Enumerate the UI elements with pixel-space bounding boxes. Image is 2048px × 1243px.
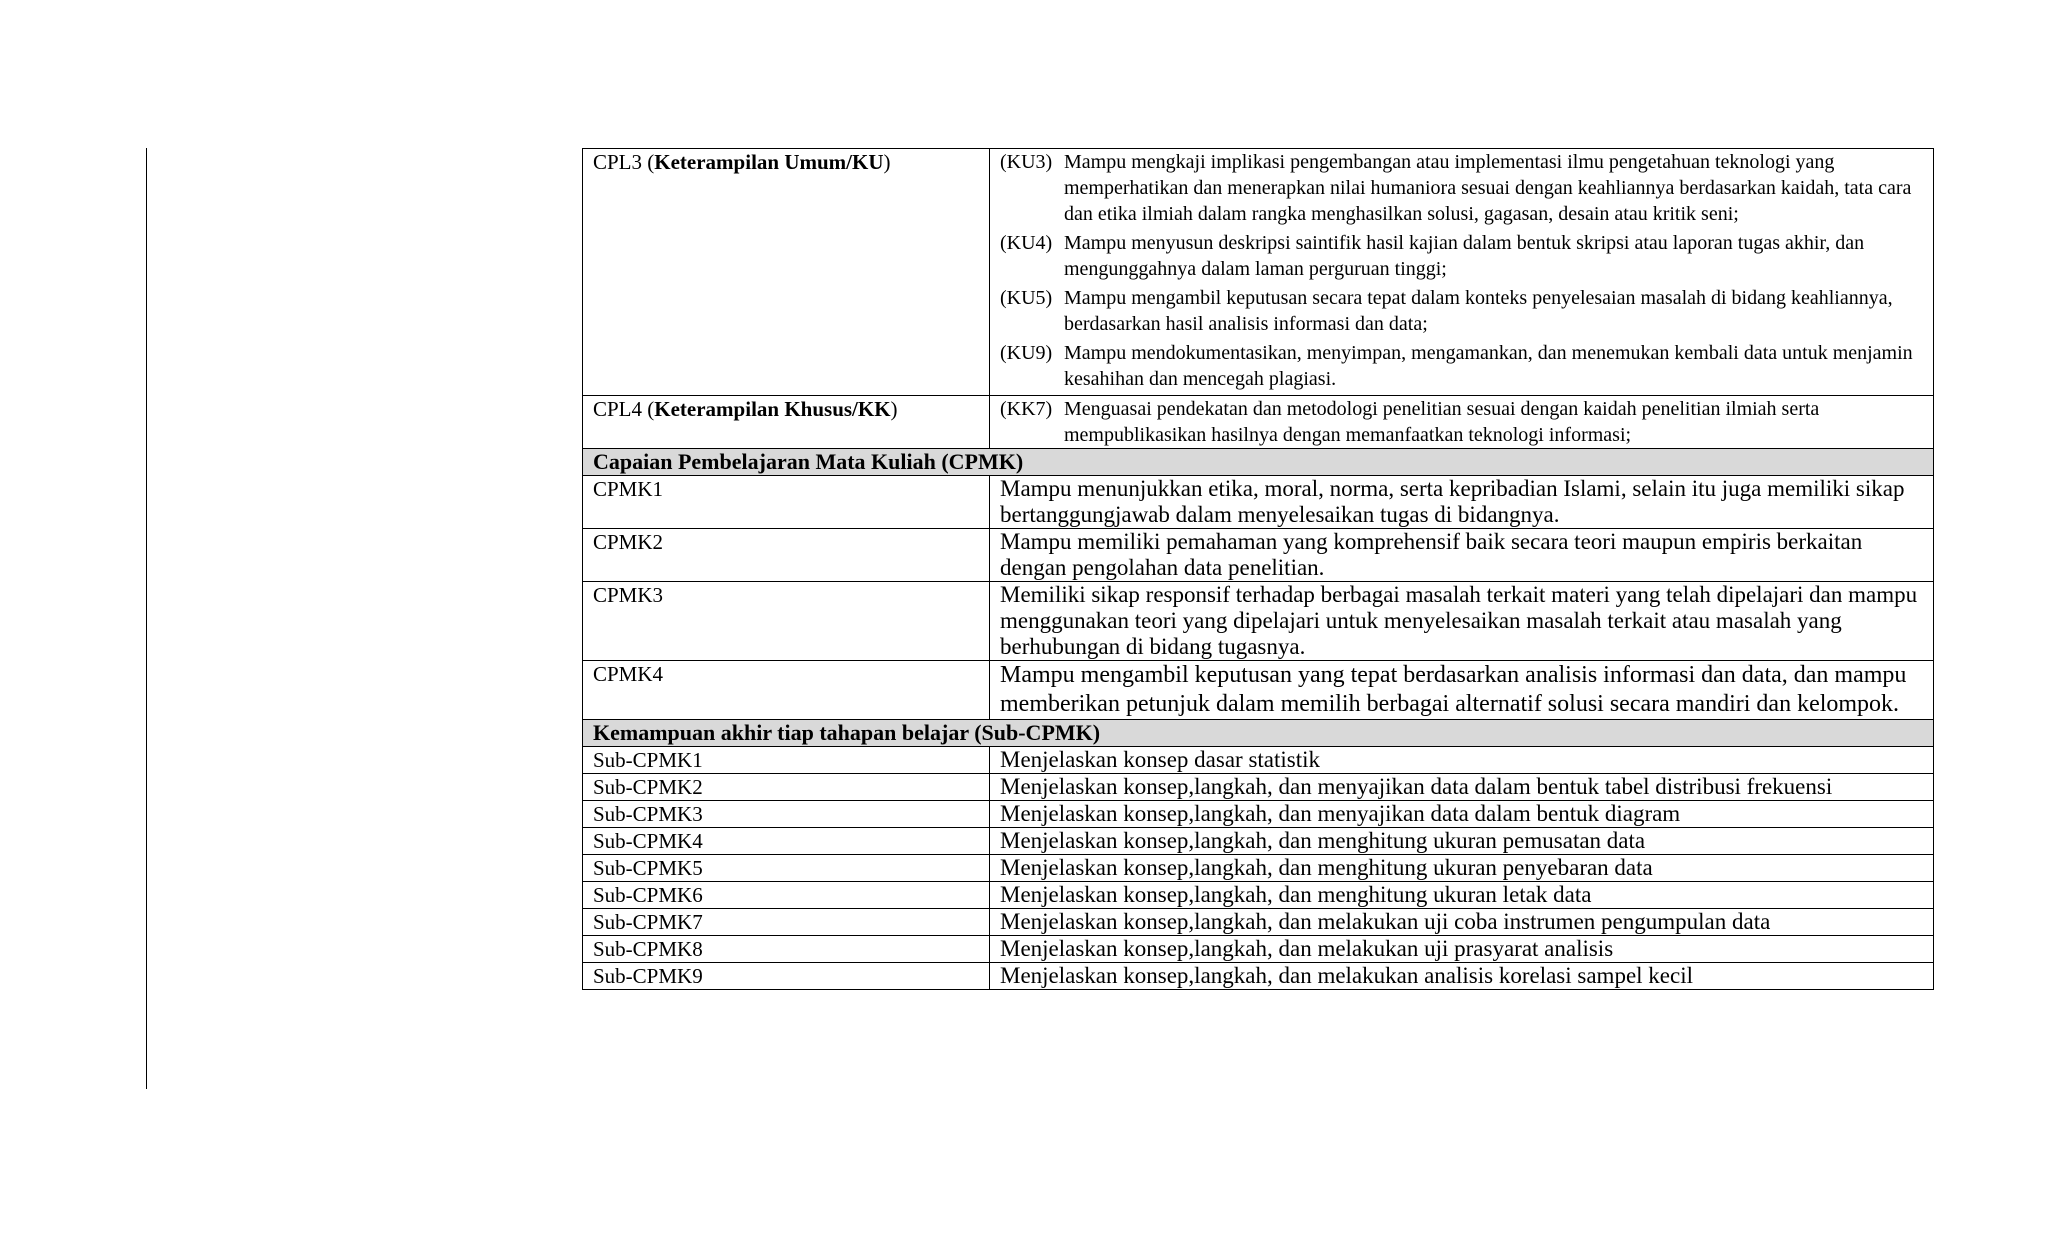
table-row: [583, 529, 1934, 582]
cpmk-code: CPMK2: [583, 529, 990, 582]
sub-cpmk-text: Menjelaskan konsep,langkah, dan menyajikan data dalam bentuk tabel distribusi frekuensi: [990, 774, 1934, 801]
sub-cpmk-code: Sub-CPMK5: [583, 855, 990, 882]
sub-cpmk-text: Menjelaskan konsep,langkah, dan melakukan uji prasyarat analisis: [990, 936, 1934, 963]
table-row: [583, 882, 1934, 909]
table-row: [583, 774, 1934, 801]
list-item: (KU9) Mampu mendokumentasikan, menyimpan, mengamankan, dan menemukan kembali data untuk menjamin kesahihan dan mencegah plagiasi.: [1000, 342, 1913, 390]
cpl4-items: [990, 396, 1934, 449]
cpmk-text: Mampu memiliki pemahaman yang komprehensif baik secara teori maupun empiris berkaitan dengan pengolahan data penelitian.: [990, 529, 1934, 582]
cpmk-code: CPMK1: [583, 476, 990, 529]
sub-cpmk-text: Menjelaskan konsep dasar statistik: [990, 747, 1934, 774]
cpl3-items: [990, 149, 1934, 396]
table-row: [583, 476, 1934, 529]
cpmk-code: CPMK4: [583, 661, 990, 720]
sub-cpmk-code: Sub-CPMK9: [583, 963, 990, 990]
sub-cpmk-text: Menjelaskan konsep,langkah, dan menghitung ukuran letak data: [990, 882, 1934, 909]
table-row-cpl3: [583, 149, 1934, 396]
sub-cpmk-text: Menjelaskan konsep,langkah, dan menghitung ukuran pemusatan data: [990, 828, 1934, 855]
cpmk-text: Mampu mengambil keputusan yang tepat berdasarkan analisis informasi dan data, dan mampu memberikan petunjuk dalam memilih berbagai alternatif solusi secara mandiri dan kelompok.: [990, 661, 1934, 720]
table-row: [583, 582, 1934, 661]
cpl3-label: CPL3 (Keterampilan Umum/KU): [583, 149, 990, 396]
cpmk-text: Mampu menunjukkan etika, moral, norma, serta kepribadian Islami, selain itu juga memiliki sikap bertanggungjawab dalam menyelesaikan tugas di bidangnya.: [990, 476, 1934, 529]
list-item: (KU4) Mampu menyusun deskripsi saintifik hasil kajian dalam bentuk skripsi atau laporan tugas akhir, dan mengunggahnya dalam laman perguruan tinggi;: [1000, 232, 1865, 280]
sub-cpmk-text: Menjelaskan konsep,langkah, dan menghitung ukuran penyebaran data: [990, 855, 1934, 882]
sub-cpmk-code: Sub-CPMK4: [583, 828, 990, 855]
table-row: [583, 747, 1934, 774]
sub-cpmk-code: Sub-CPMK8: [583, 936, 990, 963]
sub-cpmk-code: Sub-CPMK3: [583, 801, 990, 828]
list-item: (KK7) Menguasai pendekatan dan metodologi penelitian sesuai dengan kaidah penelitian ilmiah serta mempublikasikan hasilnya dengan memanfaatkan teknologi informasi;: [1000, 398, 1820, 446]
sub-cpmk-header-text: Kemampuan akhir tiap tahapan belajar (Sub-CPMK): [583, 720, 1934, 747]
table-row: [583, 909, 1934, 936]
cpmk-code: CPMK3: [583, 582, 990, 661]
table-row: [583, 828, 1934, 855]
sub-cpmk-code: Sub-CPMK7: [583, 909, 990, 936]
learning-outcomes-table: [582, 148, 1934, 990]
list-item: (KU5) Mampu mengambil keputusan secara tepat dalam konteks penyelesaian masalah di bidang keahliannya, berdasarkan hasil analisis informasi dan data;: [1000, 287, 1893, 335]
table-row: [583, 936, 1934, 963]
sub-cpmk-section-header: [583, 720, 1934, 747]
table-row: [583, 963, 1934, 990]
cpmk-header-text: Capaian Pembelajaran Mata Kuliah (CPMK): [583, 449, 1934, 476]
sub-cpmk-code: Sub-CPMK1: [583, 747, 990, 774]
sub-cpmk-code: Sub-CPMK2: [583, 774, 990, 801]
table-row: [583, 801, 1934, 828]
table-row: [583, 855, 1934, 882]
cpmk-text: Memiliki sikap responsif terhadap berbagai masalah terkait materi yang telah dipelajari dan mampu menggunakan teori yang dipelajari untuk menyelesaikan masalah terkait atau masalah yang berhubungan di bidang tugasnya.: [990, 582, 1934, 661]
sub-cpmk-text: Menjelaskan konsep,langkah, dan menyajikan data dalam bentuk diagram: [990, 801, 1934, 828]
list-item: (KU3) Mampu mengkaji implikasi pengembangan atau implementasi ilmu pengetahuan teknologi yang memperhatikan dan menerapkan nilai humaniora sesuai dengan keahliannya berdasarkan kaidah, tata cara dan etika ilmiah dalam rangka menghasilkan solusi, gagasan, desain atau kritik seni;: [1000, 151, 1912, 225]
sub-cpmk-text: Menjelaskan konsep,langkah, dan melakukan uji coba instrumen pengumpulan data: [990, 909, 1934, 936]
sub-cpmk-code: Sub-CPMK6: [583, 882, 990, 909]
table-row-cpl4: [583, 396, 1934, 449]
sub-cpmk-text: Menjelaskan konsep,langkah, dan melakukan analisis korelasi sampel kecil: [990, 963, 1934, 990]
cpl4-label: CPL4 (Keterampilan Khusus/KK): [583, 396, 990, 449]
cpmk-section-header: [583, 449, 1934, 476]
page-margin-line: [146, 148, 147, 1089]
table-row: [583, 661, 1934, 720]
